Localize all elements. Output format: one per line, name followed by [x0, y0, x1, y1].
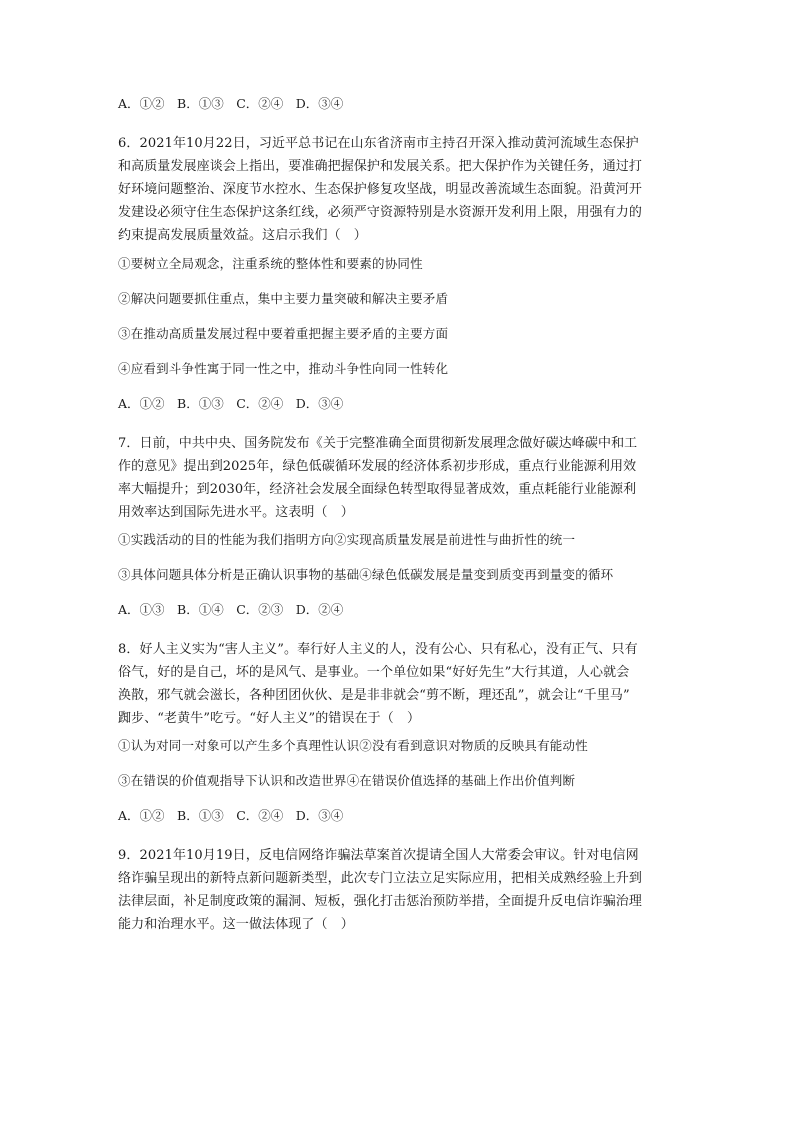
- question-text-line: 用效率达到国际先进水平。这表明（ ）: [118, 505, 354, 520]
- statement-choice: ①要树立全局观念，注重系统的整体性和要素的协同性: [118, 256, 423, 271]
- answer-options: A．①② B．①③ C．②④ D．③④: [118, 396, 344, 411]
- question-text-line: 好环境问题整治、深度节水控水、生态保护修复攻坚战，明显改善流域生态面貌。沿黄河开: [118, 182, 643, 197]
- statement-choice: ①实践活动的目的性能为我们指明方向②实现高质量发展是前进性与曲折性的统一: [118, 532, 576, 547]
- answer-options: A．①② B．①③ C．②④ D．③④: [118, 808, 344, 823]
- question-text-line: 6．2021年10月22日，习近平总书记在山东省济南市主持召开深入推动黄河流域生态保护: [118, 136, 639, 151]
- question-text-line: 络诈骗呈现出的新特点新问题新类型，此次专门立法立足实际应用，把相关成熟经验上升到: [118, 871, 643, 886]
- question-text-line: 俗气，好的是自己，坏的是风气、是事业。一个单位如果“好好先生”大行其道，人心就会: [118, 665, 630, 680]
- statement-choice: ③具体问题具体分析是正确认识事物的基础④绿色低碳发展是量变到质变再到量变的循环: [118, 567, 614, 582]
- question-text-line: 8．好人主义实为“害人主义”。奉行好人主义的人，没有公心、只有私心，没有正气、只有: [118, 642, 638, 657]
- answer-options: A．①② B．①③ C．②④ D．③④: [118, 96, 344, 111]
- question-text-line: 涣散，邪气就会滋长，各种团团伙伙、是是非非就会“剪不断，理还乱”，就会让“千里马”: [118, 688, 630, 703]
- question-text-line: 约束提高发展质量效益。这启示我们（ ）: [118, 228, 367, 243]
- statement-choice: ①认为对同一对象可以产生多个真理性认识②没有看到意识对物质的反映具有能动性: [118, 738, 588, 753]
- statement-choice: ②解决问题要抓住重点，集中主要力量突破和解决主要矛盾: [118, 291, 449, 306]
- question-text-line: 踟步、“老黄牛”吃亏。“好人主义”的错误在于（ ）: [118, 711, 421, 726]
- question-text-line: 能力和治理水平。这一做法体现了（ ）: [118, 917, 354, 932]
- statement-choice: ③在推动高质量发展过程中要着重把握主要矛盾的主要方面: [118, 326, 449, 341]
- question-9: [118, 844, 642, 936]
- question-text-line: 和高质量发展座谈会上指出，要准确把握保护和发展关系。把大保护作为关键任务，通过打: [118, 159, 643, 174]
- question-text-line: 作的意见》提出到2025年，绿色低碳循环发展的经济体系初步形成，重点行业能源利用效: [118, 459, 637, 474]
- question-text-line: 9．2021年10月19日，反电信网络诈骗法草案首次提请全国人大常委会审议。针对电信网: [118, 848, 639, 863]
- question-6: [118, 132, 642, 247]
- question-text-line: 7．日前，中共中央、国务院发布《关于完整准确全面贯彻新发展理念做好碳达峰碳中和工: [118, 436, 638, 451]
- question-text-line: 率大幅提升；到2030年，经济社会发展全面绿色转型取得显著成效，重点耗能行业能源利: [118, 482, 637, 497]
- question-text-line: 法律层面，补足制度政策的漏洞、短板，强化打击惩治预防举措，全面提升反电信诈骗治理: [118, 894, 643, 909]
- question-text-line: 发建设必须守住生态保护这条红线，必须严守资源特别是水资源开发利用上限，用强有力的: [118, 205, 643, 220]
- question-8: [118, 638, 638, 730]
- question-7: [118, 432, 637, 524]
- answer-options: A．①③ B．①④ C．②③ D．②④: [118, 602, 344, 617]
- statement-choice: ③在错误的价值观指导下认识和改造世界④在错误价值选择的基础上作出价值判断: [118, 773, 576, 788]
- statement-choice: ④应看到斗争性寓于同一性之中，推动斗争性向同一性转化: [118, 361, 449, 376]
